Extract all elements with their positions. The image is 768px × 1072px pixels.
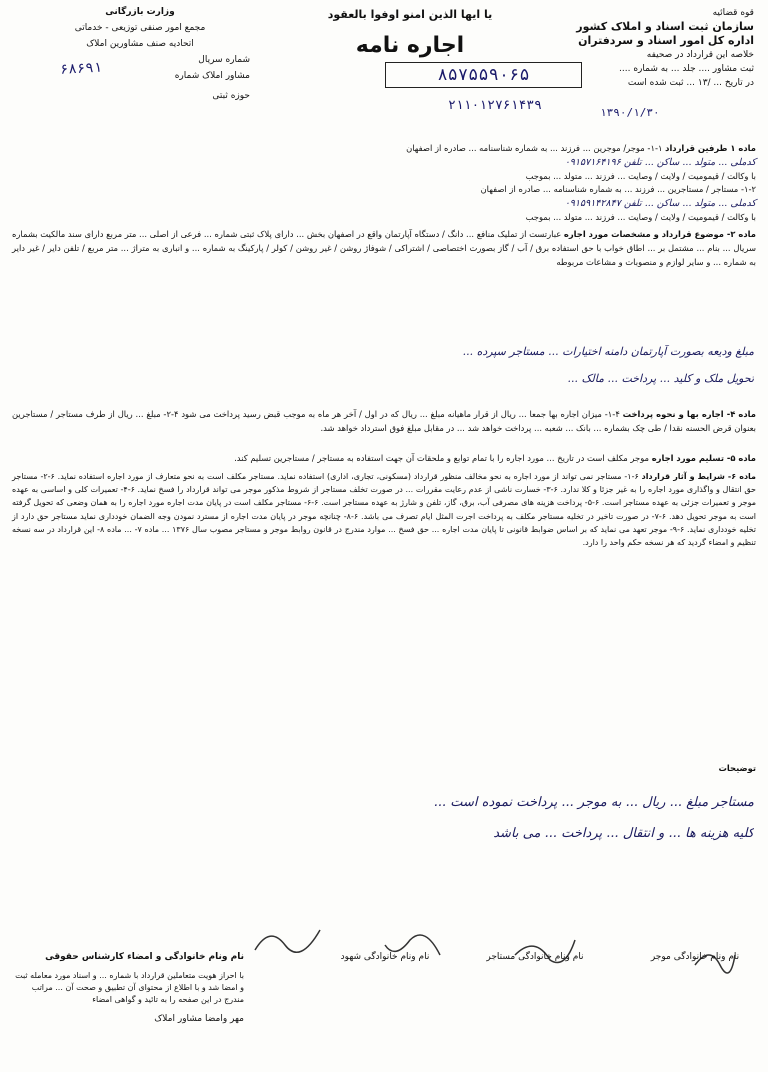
parties-section: [12, 142, 756, 225]
witnesses-signature-label: نام ونام خانوادگی شهود: [340, 952, 430, 962]
notes-section: [12, 762, 756, 776]
owner-line-3: با وکالت / قیمومیت / ولایت / وصایت ... فرزند ... متولد ... بموجب: [525, 170, 756, 181]
owner-signature-label: نام ونام خانوادگی موجر: [650, 952, 740, 962]
header-left-line: اتحادیه صنف مشاورین املاک: [86, 39, 194, 49]
tenant-signature-label: نام ونام خانوادگی مستاجر: [486, 952, 584, 962]
witnesses-signature-block: [330, 950, 440, 964]
owner-signature-block: [640, 950, 750, 964]
agent-stamp-label: مهر وامضا مشاور املاک: [154, 1014, 244, 1024]
subject-section: [12, 228, 756, 269]
registration-date: ۱۳۹۰/۱/۳۰: [600, 106, 660, 119]
agent-number-label: مشاور املاک شماره: [174, 71, 250, 81]
header-right-line: خلاصه این قرارداد در صحیفه: [646, 50, 754, 60]
header-left: [10, 4, 270, 104]
header-left-line: وزارت بازرگانی: [105, 7, 175, 17]
agent-signature-label: نام ونام خانوادگی و امضاء کارشناس حقوقی: [45, 952, 244, 962]
conditions-section: [12, 470, 756, 549]
header-left-line: مجمع امور صنفی توزیعی - خدماتی: [74, 23, 206, 33]
delivery-text: موجر مکلف است در تاریخ ... مورد اجاره را با تمام توابع و ملحقات آن جهت استفاده به مستاجر / مستاجرین تسلیم کند.: [234, 453, 650, 463]
basmala: یا ایها الذین امنو اوفوا بالعقود: [327, 8, 493, 21]
owner-line: ۱-۱- موجر/ موجرین ... فرزند ... به شماره شناسنامه ... صادره از اصفهان: [406, 143, 663, 153]
serial-number-box: ۸۵۷۵۵۹۰۶۵: [385, 62, 582, 88]
handwritten-note-1: مبلغ ودیعه بصورت آپارتمان دامنه اختیارات ... مستاجر سپرده ...: [462, 345, 754, 358]
header-right-line: قوه قضائیه: [712, 8, 754, 18]
subject-text: عبارتست از تملیک منافع ... دانگ / دستگاه آپارتمان واقع در اصفهان بخش ... دارای پلاک ثبتی شماره ... فرعی از اصلی ... متر مربع دارای سند مالکیت بشماره سریال ... بنام ... مشتمل بر ... اطاق خواب با حق استفاده برق / آب / گاز بصورت اختصاصی / اشتراکی / شوفاژ روشن / غیر روشن / کولر / پارکینگ به شماره ... و انباری به متراژ ... متر مربع / تلفن دایر / غیر دایر به شماره ... و سایر لوازم و منصوبات و مشاعات مربوطه: [12, 229, 756, 267]
conditions-title: ماده ۶- شرایط و آثار قرارداد: [641, 472, 757, 481]
handwritten-note-2: تحویل ملک و کلید ... پرداخت ... مالک ...: [567, 372, 754, 385]
notes-handwritten-2: کلیه هزینه ها ... و انتقال ... پرداخت ... می باشد: [493, 826, 754, 841]
agent-signature-note: با احراز هویت متعاملین قرارداد با شماره ... و اسناد مورد معامله ثبت و امضا شد و با اطلاع از محتوای آن تطبیق و صحت آن ... مراتب مندرج در این صفحه را به تائید و گواهی امضاء: [15, 971, 244, 1004]
header-right-line: در تاریخ ... /۱۳ ... ثبت شده است: [627, 78, 754, 88]
notes-handwritten-1: مستاجر مبلغ ... ریال ... به موجر ... پرداخت نموده است ...: [433, 795, 754, 810]
owner-line-2: کدملی ... متولد ... ساکن ... تلفن ۰۹۱۵۷۱۶۴۱۹۶: [564, 156, 756, 168]
parties-title: ماده ۱ طرفین قرارداد: [665, 143, 756, 153]
delivery-title: ماده ۵- تسلیم مورد اجاره: [651, 453, 756, 463]
tenant-signature-block: [480, 950, 590, 964]
price-section: [12, 408, 756, 436]
tenant-line-2: کدملی ... متولد ... ساکن ... تلفن ۰۹۱۵۹۱۴۲۸۴۷: [564, 198, 756, 210]
price-text: ۴-۱- میزان اجاره بها جمعا ... ریال از قرار ماهیانه مبلغ ... ریال که در اول / آخر هر ماه به موجب قبض رسید پرداخت می شود ۴-۲- مبلغ ... ریال از طرف مستاجر / مستاجرین بعنوان قرض الحسنه نقدا / طی چک بشماره ... بانک ... شعبه ... پرداخت خواهد شد ... در مقابل مبلغ فوق استرداد خواهد شد.: [12, 409, 756, 433]
signature-area: [0, 900, 768, 1070]
tenant-line: ۱-۲- مستاجر / مستاجرین ... فرزند ... به شماره شناسنامه ... صادره از اصفهان: [480, 184, 756, 195]
header-right-line: اداره کل امور اسناد و سردفتران: [578, 34, 754, 47]
conditions-text: ۶-۱- مستاجر نمی تواند از مورد اجاره به نحو مخالف منظور قرارداد (مسکونی، تجاری، اداری) استفاده نماید. مستاجر مکلف است به نحو متعارف از مورد اجاره استفاده نماید. ۶-۲- مستاجر حق انتقال و واگذاری مورد اجاره را به غیر جزئا و کلا ندارد. ۶-۳- خسارت ناشی از عدم رعایت مقررات ... در صورت تخلف مستاجر از شروط مذکور موجر می تواند قرارداد را فسخ نماید. ۶-۴- تعمیرات کلی و اساسی به عهده موجر و تعمیرات جزئی به عهده مستاجر است. ۶-۵- پرداخت هزینه های مصرفی آب، برق، گاز، تلفن و شارژ به عهده مستاجر است. ۶-۶- مستاجر مکلف است در پایان مدت اجاره مورد اجاره را به همان وضعی که تحویل گرفته است به موجر تحویل دهد. ۶-۷- در صورت تاخیر در تخلیه مستاجر مکلف به پرداخت اجرت المثل ایام تصرف می باشد. ۶-۸- چنانچه موجر در پایان مدت اجاره از مسترد نمودن وجه الضمان خودداری نماید مستاجر حق دارد از تخلیه خودداری نماید. ۶-۹- موجر تعهد می نماید که بر اساس ضوابط قانونی تا پایان مدت اجاره ... حق فسخ ... موارد مندرج در قانون روابط موجر و مستاجر مصوب سال ۱۳۷۶ ... ماده ۷- ... ماده ۸- این قرارداد در سه نسخه تنظیم و امضاء گردید که هر نسخه حکم واحد را دارد.: [12, 472, 757, 548]
serial-handwritten: ۶۸۶۹۱: [59, 59, 103, 78]
price-title: ماده ۴- اجاره بها و نحوه پرداخت: [622, 409, 756, 419]
registration-number: ۲۱۱۰۱۲۷۶۱۴۳۹: [448, 98, 542, 113]
signature-scribble-1: [250, 920, 330, 960]
header-right-line: سازمان ثبت اسناد و املاک کشور: [576, 20, 754, 33]
subject-title: ماده ۲- موضوع قرارداد و مشخصات مورد اجاره: [563, 229, 756, 239]
notes-title: توضیحات: [718, 763, 756, 773]
page-title: اجاره نامه: [355, 33, 465, 58]
agent-signature-block: [14, 950, 244, 1026]
registry-area-label: حوزه ثبتی: [212, 91, 250, 101]
serial-label: شماره سریال: [198, 55, 250, 65]
tenant-line-3: با وکالت / قیمومیت / ولایت / وصایت ... فرزند ... متولد ... بموجب: [525, 211, 756, 222]
delivery-section: [12, 452, 756, 466]
center-heading: [280, 8, 540, 58]
header-right-line: ثبت مشاور .... جلد ... به شماره ....: [619, 64, 754, 74]
